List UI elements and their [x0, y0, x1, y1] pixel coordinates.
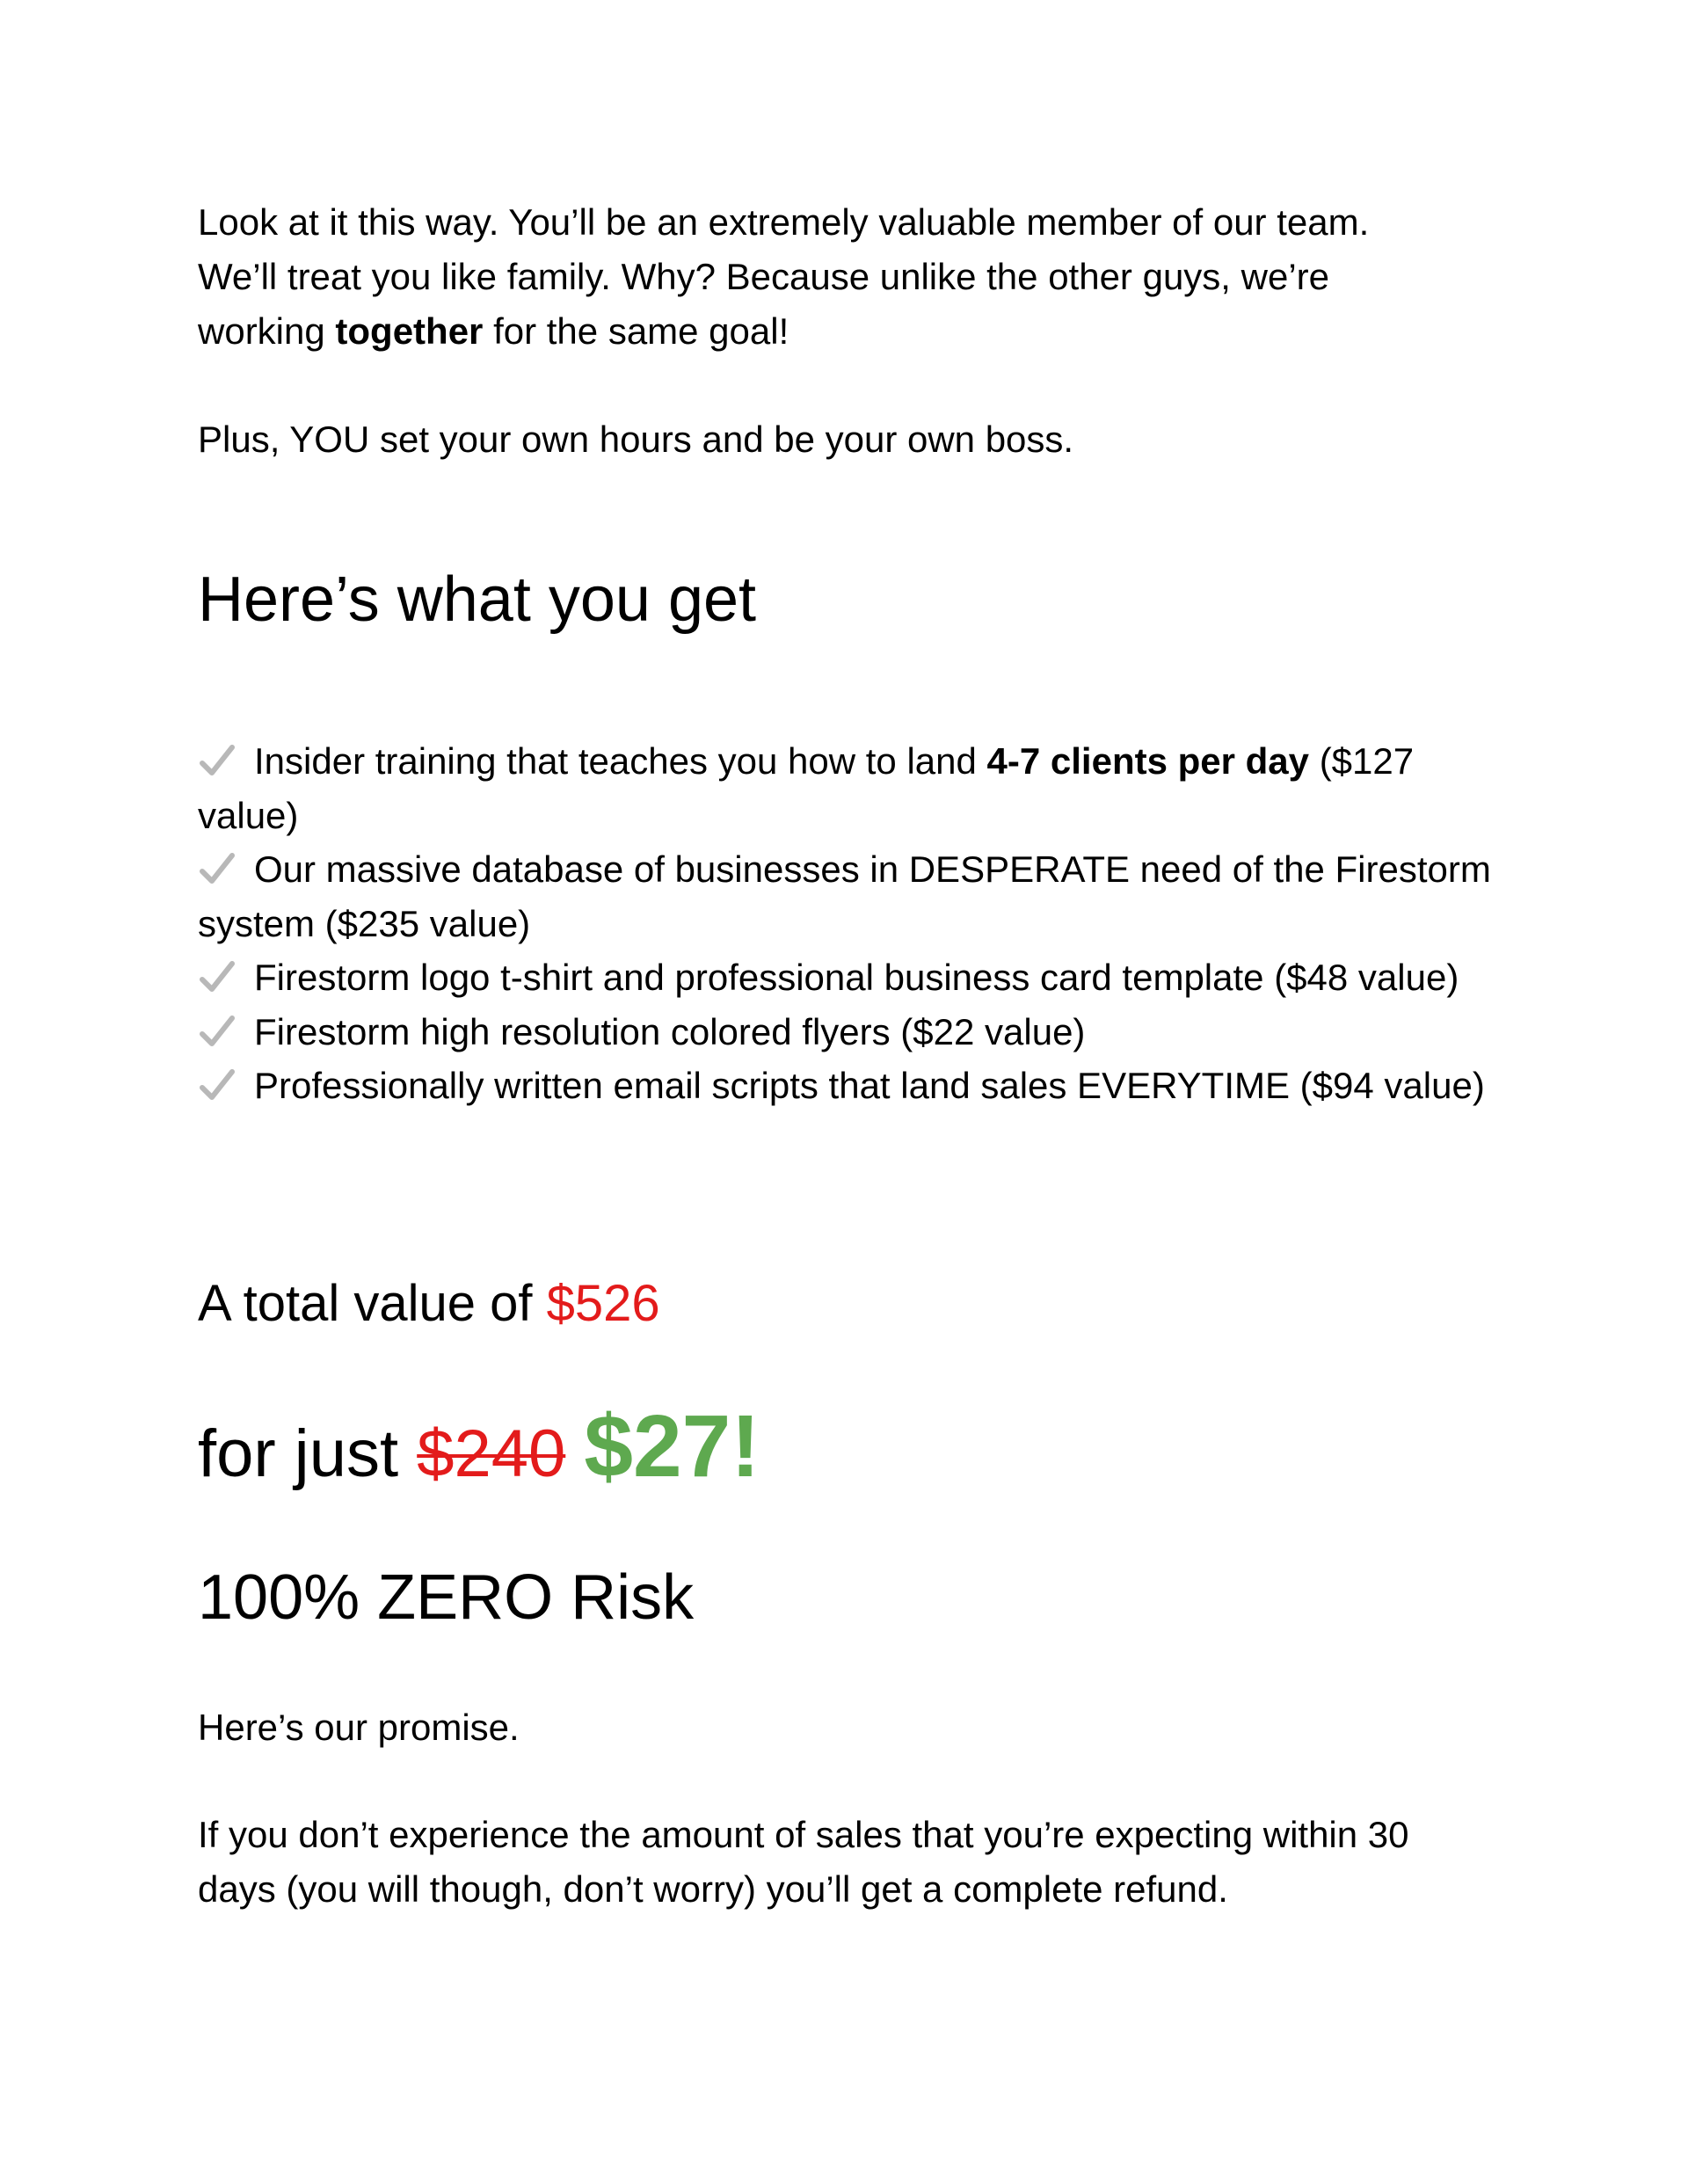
- check-mark-icon: [198, 742, 236, 781]
- offer-item-bold: 4-7 clients per day: [986, 740, 1310, 782]
- offer-item: [198, 1059, 1517, 1113]
- refund-paragraph: [198, 1808, 1517, 1917]
- intro-line-3-end: for the same goal!: [483, 310, 789, 352]
- new-price: $27!: [584, 1397, 760, 1496]
- offer-item-text: Our massive database of businesses in DESPERATE need of the Firestorm system ($235 value): [198, 848, 1491, 944]
- intro-line-3-start: working: [198, 310, 336, 352]
- check-mark-icon: [198, 1067, 236, 1105]
- intro-line-1: Look at it this way. You’ll be an extremely valuable member of our team.: [198, 201, 1370, 243]
- intro-bold-word: together: [335, 310, 484, 352]
- promise-paragraph: Here’s our promise.: [198, 1707, 520, 1748]
- intro-paragraph: [198, 195, 1517, 359]
- refund-line-1: If you don’t experience the amount of sales that you’re expecting within 30: [198, 1814, 1409, 1855]
- total-value-label: A total value of: [198, 1275, 547, 1332]
- offer-item: [198, 734, 1517, 842]
- check-mark-icon: [198, 850, 236, 889]
- offer-heading: Here’s what you get: [198, 564, 757, 635]
- offer-item-text-end: ($127 value): [198, 740, 1415, 836]
- offer-item-text: Professionally written email scripts that land sales EVERYTIME ($94 value): [254, 1065, 1485, 1106]
- offer-item-text: Insider training that teaches you how to land: [254, 740, 987, 782]
- intro-line-2: We’ll treat you like family. Why? Because unlike the other guys, we’re: [198, 256, 1330, 297]
- check-mark-icon: [198, 1013, 236, 1052]
- price-label: for just: [198, 1416, 418, 1491]
- price-line: [198, 1398, 760, 1503]
- total-value-line: [198, 1273, 660, 1335]
- offer-item-text: Firestorm logo t-shirt and professional business card template ($48 value): [254, 957, 1459, 998]
- old-price: $240: [417, 1416, 566, 1491]
- offer-item: [198, 842, 1517, 950]
- offer-item-list: [198, 734, 1517, 1113]
- boss-paragraph: Plus, YOU set your own hours and be your own boss.: [198, 419, 1074, 460]
- check-mark-icon: [198, 958, 236, 997]
- guarantee-heading: 100% ZERO Risk: [198, 1562, 695, 1633]
- total-value-amount: $526: [546, 1275, 660, 1332]
- offer-item: [198, 1005, 1517, 1059]
- offer-item-text: Firestorm high resolution colored flyers ($22 value): [254, 1010, 1086, 1052]
- refund-line-2: days (you will though, don’t worry) you’ll get a complete refund.: [198, 1868, 1228, 1910]
- offer-item: [198, 950, 1517, 1005]
